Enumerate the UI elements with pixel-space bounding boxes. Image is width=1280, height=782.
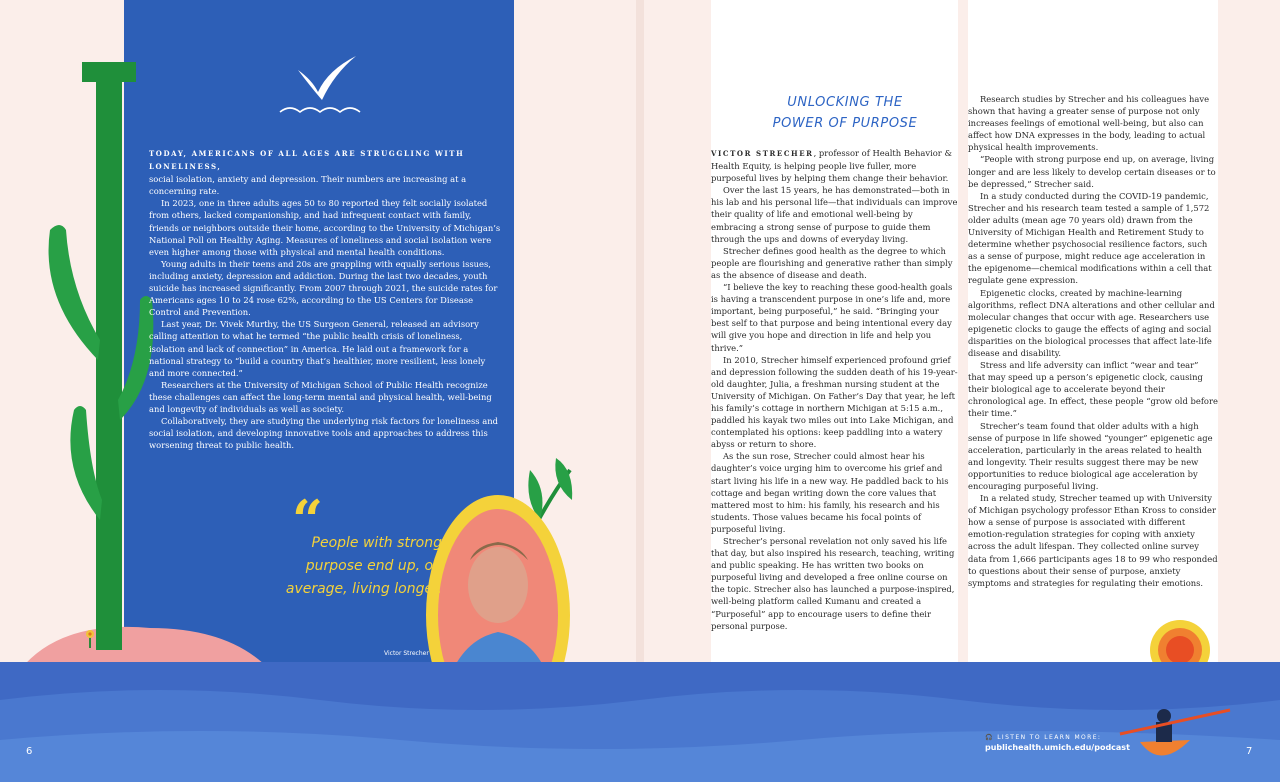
left-intro-text (149, 147, 501, 451)
paragraph: Young adults in their teens and 20s are grappling with equally serious issues, including anxiety, depression and addiction. During the last two decades, youth suicide has increased significantly. From 2007 through 2021, the suicide rates for Americans ages 10 to 24 rose 62%, according to the US Centers for Disease Control and Prevention. (149, 258, 498, 318)
paragraph: Strecher’s team found that older adults with a high sense of purpose in life showed “younger” epigenetic age acceleration, particularly in the areas related to health and longevity. Their results suggest there may be new opportunities to reduce biological age acceleration by encouraging purposeful living. (968, 420, 1213, 491)
paragraph: social isolation, anxiety and depression. Their numbers are increasing at a concerning rate. (149, 174, 467, 197)
page-number-right: 7 (1246, 746, 1253, 757)
photo-caption: Victor Strecher (384, 650, 429, 657)
podcast-promo (985, 734, 1130, 752)
paragraph: Last year, Dr. Vivek Murthy, the US Surgeon General, released an advisory calling attention to what he termed “the public health crisis of loneliness, isolation and lack of connection” in America. He laid out a framework for a national strategy to “build a country that’s healthier, more resilient, less lonely and more connected.” (149, 319, 486, 378)
paragraph: Stress and life adversity can inflict “wear and tear” that may speed up a person’s epigenetic clock, causing their biological age to accelerate beyond their chronological age. In effect, these people “grow old before their time.” (968, 360, 1218, 419)
paragraph: Research studies by Strecher and his colleagues have shown that having a greater sense of purpose not only increases feelings of emotional well-being, but also can affect how DNA expresses in the body, leading to actual physical health improvements. (968, 94, 1210, 153)
article-headline (745, 92, 945, 134)
byline: VICTOR STRECHER (711, 149, 814, 158)
paragraph: Researchers at the University of Michigan School of Public Health recognize these challenges can affect the long-term mental and physical health, well-being and longevity of individuals as well as society. (149, 379, 492, 414)
green-stem (96, 66, 122, 650)
page-number-left: 6 (26, 746, 33, 757)
paragraph: “People with strong purpose end up, on average, living longer and are less likely to develop certain diseases or to be depressed,” Strecher said. (968, 154, 1216, 189)
paragraph: In a related study, Strecher teamed up with University of Michigan psychology professor Ethan Kross to consider how a sense of purpose is associated with different emotion-regulation strategies for coping with anxiety across the adult lifespan. They collected online survey data from 1,666 participants ages 18 to 99 who responded to questions about their sense of purpose, anxiety symptoms and strategies for regulating their emotions. (968, 493, 1218, 588)
right-column-2-text (968, 93, 1218, 589)
paragraph: Epigenetic clocks, created by machine-learning algorithms, reflect DNA alterations and other cellular and molecular changes that occur with age. Researchers use epigenetic clocks to gauge the effects of aging and social disparities on the biological processes that affect late-life disease and disability. (968, 287, 1215, 358)
podcast-link[interactable]: publichealth.umich.edu/podcast (985, 743, 1130, 752)
paragraph: Strecher defines good health as the degree to which people are flourishing and generative rather than simply as the absence of disease and death. (711, 245, 953, 280)
quote-mark: “ (292, 488, 324, 552)
listen-label: LISTEN TO LEARN MORE: (997, 734, 1102, 741)
leaf (49, 225, 100, 360)
paragraph: Strecher’s personal revelation not only saved his life that day, but also inspired his research, teaching, writing and public speaking. He has written two books on purposeful living and developed a free online course on the topic. Strecher also has launched a purpose-inspired, well-being platform called Kumanu and created a “Purposeful” app to encourage users to define their personal purpose. (711, 536, 955, 631)
paragraph: “I believe the key to reaching these good-health goals is having a transcendent purpose in one’s life and, more important, being purposeful,” he said. “Bringing your best self to that purpose and being intentional every day will give you hope and direction in life and help you thrive.” (711, 282, 953, 353)
right-column-1-text (711, 147, 958, 632)
paragraph: Collaboratively, they are studying the underlying risk factors for loneliness and social isolation, and developing innovative tools and approaches to address this worsening threat to public health. (149, 416, 498, 451)
intro-lead: TODAY, AMERICANS OF ALL AGES ARE STRUGGLING WITH LONELINESS, (149, 149, 465, 172)
listen-label-row (985, 734, 1130, 741)
pull-quote: People with strong purpose end up, on average, living longer. (285, 535, 442, 597)
paragraph: In 2010, Strecher himself experienced profound grief and depression following the sudden death of his 19-year-old daughter, Julia, a freshman nursing student at the University of Michigan. On Father’s Day that year, he left his family’s cottage in northern Michigan at 5:15 a.m., paddled his kayak two miles out into Lake Michigan, and contemplated his options: keep paddling into a watery abyss or return to shore. (711, 354, 958, 450)
headline-line: UNLOCKING THE (787, 95, 903, 110)
bird-icon (280, 56, 360, 112)
leaf (555, 458, 572, 500)
headphones-icon: 🎧 (985, 734, 994, 741)
paragraph: As the sun rose, Strecher could almost hear his daughter’s voice urging him to overcome his grief and start living his life in a new way. He paddled back to his cottage and began writing down the core values that mattered most to him: his family, his research and his students. Those values became his focal points of purposeful living. (711, 451, 949, 534)
headline-line: POWER OF PURPOSE (772, 116, 918, 131)
paragraph: In a study conducted during the COVID-19 pandemic, Strecher and his research team tested a sample of 1,572 older adults (mean age 70 years old) drawn from the University of Michigan Health and Retirement Study to determine whether psychosocial resilience factors, such as a sense of purpose, might reduce age acceleration in the epigenome—chemical modifications within a cell that regulate gene expression. (968, 190, 1212, 286)
paragraph: , professor of Health Behavior & Health Equity, is helping people live fuller, more purposeful lives by helping them change their behavior. (711, 148, 952, 184)
paragraph: Over the last 15 years, he has demonstrated—both in his lab and his personal life—that individuals can improve their quality of life and emotional well-being by embracing a strong sense of purpose to guide them through the ups and downs of everyday living. (711, 185, 958, 244)
paragraph: In 2023, one in three adults ages 50 to 80 reported they felt socially isolated from others, lacked companionship, and had infrequent contact with family, friends or neighbors outside their home, according to the University of Michigan’s National Poll on Healthy Aging. Measures of loneliness and social isolation were even higher among those with physical and mental health conditions. (149, 198, 501, 257)
stem-top-bar (82, 62, 136, 82)
